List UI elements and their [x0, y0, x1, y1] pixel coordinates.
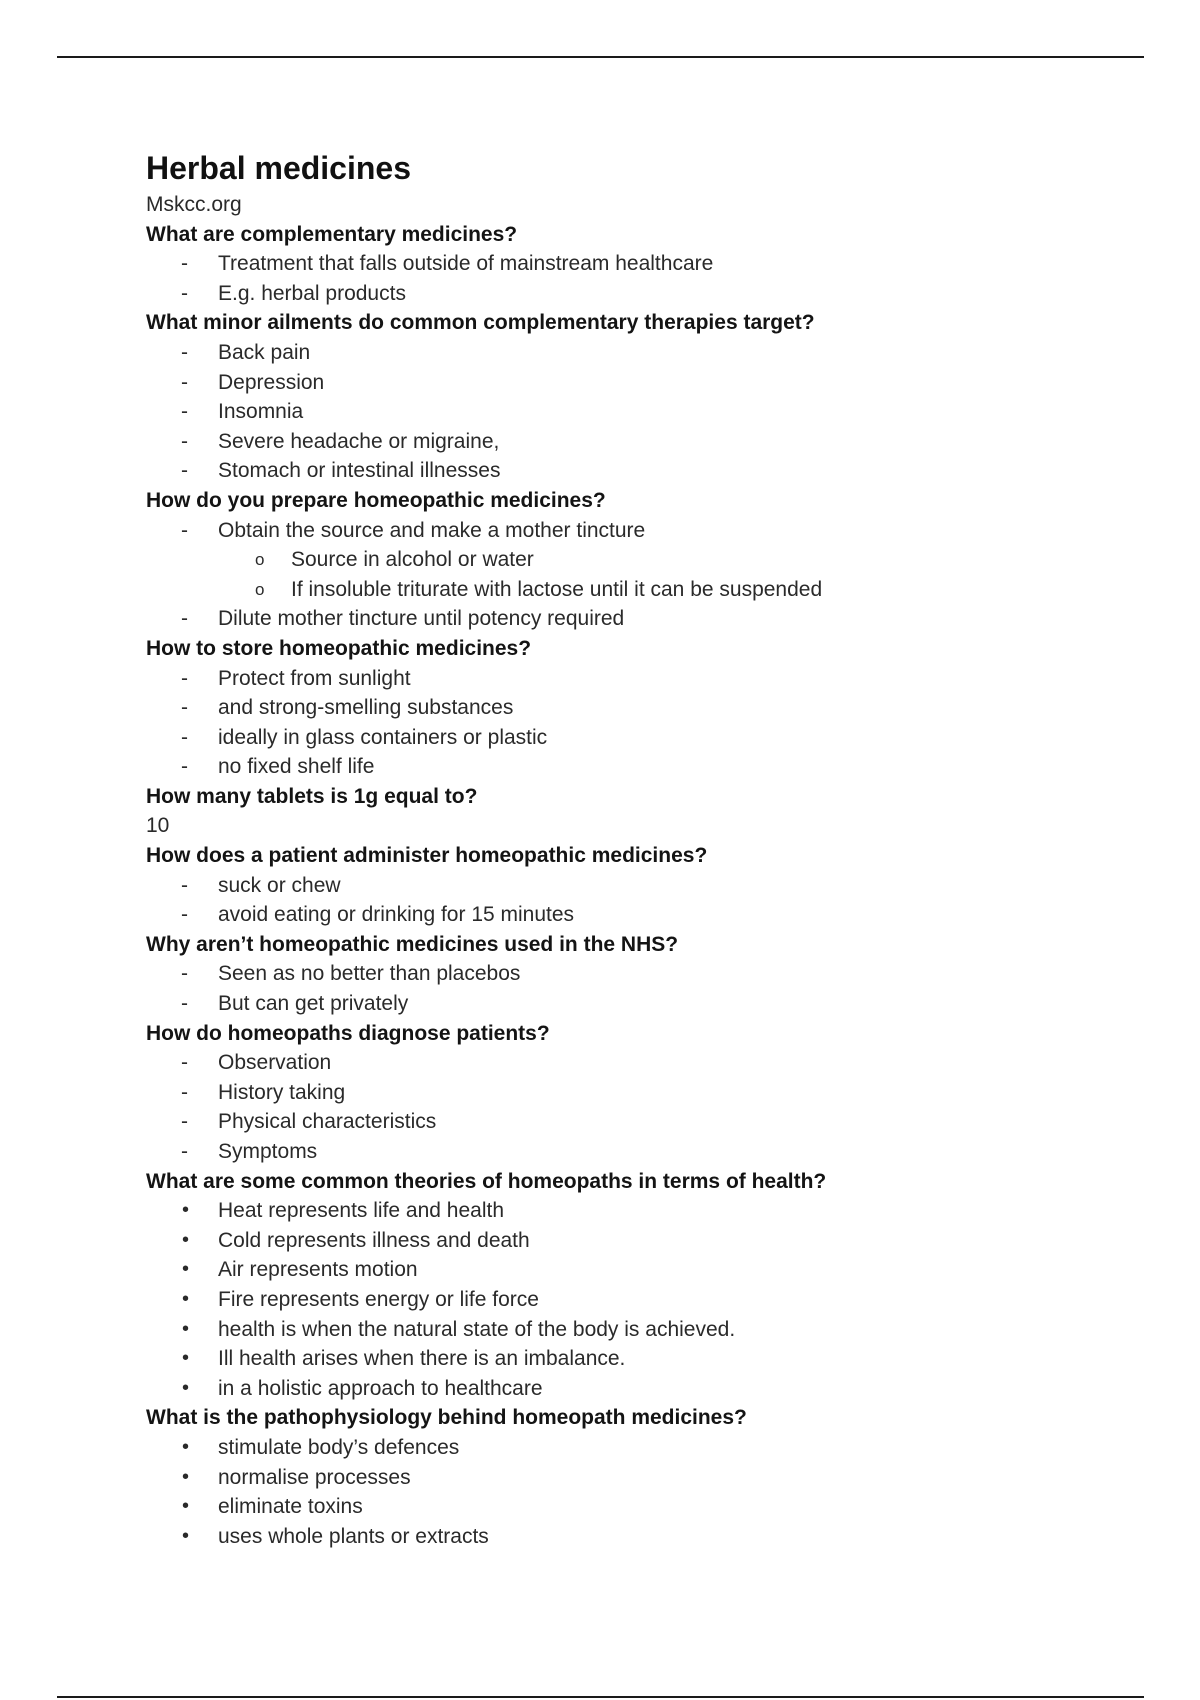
list-item	[146, 1285, 1146, 1315]
list-item-text: uses whole plants or extracts	[218, 1524, 489, 1548]
list-item-text: ideally in glass containers or plastic	[218, 725, 548, 749]
question-heading: What are complementary medicines?	[146, 222, 518, 246]
list-item	[146, 456, 1146, 486]
bullet-marker: •	[182, 1465, 190, 1488]
list-item-text: normalise processes	[218, 1465, 411, 1489]
dash-marker: -	[181, 607, 188, 631]
list-item-text: If insoluble triturate with lactose until it can be suspended	[291, 577, 823, 601]
list-item-text: Cold represents illness and death	[218, 1228, 530, 1252]
list-item-text: Severe headache or migraine,	[218, 429, 500, 453]
list-item-text: E.g. herbal products	[218, 281, 406, 305]
dash-marker: -	[181, 400, 188, 424]
dash-marker: -	[181, 429, 188, 453]
list-item-text: suck or chew	[218, 873, 341, 897]
list-item-text: History taking	[218, 1080, 346, 1104]
bullet-marker: •	[182, 1495, 190, 1518]
list-item	[146, 1107, 1146, 1137]
dash-marker: -	[181, 903, 188, 927]
list-item-text: Obtain the source and make a mother tincture	[218, 518, 646, 542]
list-item	[146, 871, 1146, 901]
list-item	[146, 752, 1146, 782]
document-title: Herbal medicines	[146, 150, 411, 186]
dash-marker: -	[181, 340, 188, 364]
dash-marker: -	[181, 696, 188, 720]
question-heading: How do you prepare homeopathic medicines?	[146, 488, 606, 512]
list-item-text: and strong-smelling substances	[218, 696, 514, 720]
list-item	[146, 368, 1146, 398]
list-item	[146, 989, 1146, 1019]
list-item-text: Treatment that falls outside of mainstream healthcare	[218, 252, 714, 276]
document-body	[146, 147, 1146, 1551]
dash-marker: -	[181, 666, 188, 690]
question-heading: What is the pathophysiology behind homeopath medicines?	[146, 1406, 747, 1430]
list-item	[146, 1226, 1146, 1256]
list-item-text: Depression	[218, 370, 325, 394]
list-item	[146, 1463, 1146, 1493]
list-item	[146, 693, 1146, 723]
question-heading: How does a patient administer homeopathic medicines?	[146, 844, 708, 868]
question-heading: How to store homeopathic medicines?	[146, 636, 532, 660]
list-item-text: But can get privately	[218, 992, 409, 1016]
dash-marker: -	[181, 1080, 188, 1104]
list-item-text: health is when the natural state of the body is achieved.	[218, 1317, 736, 1341]
list-item-text: in a holistic approach to healthcare	[218, 1376, 543, 1400]
dash-marker: -	[181, 518, 188, 542]
list-item	[146, 1196, 1146, 1226]
list-item	[146, 1522, 1146, 1552]
list-item	[146, 427, 1146, 457]
bullet-marker: •	[182, 1258, 190, 1281]
list-item-text: Heat represents life and health	[218, 1199, 505, 1223]
list-item	[146, 1433, 1146, 1463]
dash-marker: -	[181, 252, 188, 276]
list-item	[146, 664, 1146, 694]
question-heading: Why aren’t homeopathic medicines used in the NHS?	[146, 932, 679, 956]
list-item	[146, 604, 1146, 634]
answer-text: 10	[146, 814, 170, 838]
list-item-text: avoid eating or drinking for 15 minutes	[218, 903, 575, 927]
bullet-marker: •	[182, 1228, 190, 1251]
footer-rule	[57, 1696, 1144, 1698]
circle-marker: o	[255, 579, 265, 599]
bullet-marker: •	[182, 1317, 190, 1340]
dash-marker: -	[181, 992, 188, 1016]
list-item-text: Insomnia	[218, 400, 304, 424]
list-item-text: Seen as no better than placebos	[218, 962, 521, 986]
question-heading: What minor ailments do common complementary therapies target?	[146, 311, 815, 335]
list-item-text: stimulate body’s defences	[218, 1435, 460, 1459]
list-item	[146, 900, 1146, 930]
list-item-text: Fire represents energy or life force	[218, 1287, 539, 1311]
bullet-marker: •	[182, 1347, 190, 1370]
list-item-text: eliminate toxins	[218, 1495, 363, 1519]
list-item-text: Back pain	[218, 340, 311, 364]
bullet-marker: •	[182, 1435, 190, 1458]
list-item-text: Dilute mother tincture until potency required	[218, 607, 625, 631]
question-heading: What are some common theories of homeopaths in terms of health?	[146, 1169, 827, 1193]
list-item	[146, 1492, 1146, 1522]
dash-marker: -	[181, 725, 188, 749]
bullet-marker: •	[182, 1524, 190, 1547]
source-text: Mskcc.org	[146, 193, 242, 216]
question-heading: How many tablets is 1g equal to?	[146, 784, 478, 808]
list-item-text: Symptoms	[218, 1140, 318, 1163]
list-item-text: Source in alcohol or water	[291, 548, 534, 572]
list-item	[146, 1048, 1146, 1078]
list-item	[146, 279, 1146, 309]
list-item	[146, 723, 1146, 753]
dash-marker: -	[181, 370, 188, 394]
dash-marker: -	[181, 873, 188, 897]
dash-marker: -	[181, 281, 188, 305]
list-item	[146, 1255, 1146, 1285]
sub-list-item	[146, 575, 1146, 605]
dash-marker: -	[181, 1110, 188, 1134]
sub-list-item	[146, 545, 1146, 575]
qa-sections	[146, 220, 1146, 1552]
list-item	[146, 397, 1146, 427]
header-rule	[57, 56, 1144, 58]
dash-marker: -	[181, 1051, 188, 1075]
list-item-text: Observation	[218, 1051, 332, 1075]
dash-marker: -	[181, 1140, 188, 1163]
list-item-text: Stomach or intestinal illnesses	[218, 459, 501, 483]
list-item	[146, 959, 1146, 989]
bullet-marker: •	[182, 1376, 190, 1399]
list-item-text: Air represents motion	[218, 1258, 418, 1282]
list-item	[146, 1374, 1146, 1404]
bullet-marker: •	[182, 1287, 190, 1310]
list-item-text: Ill health arises when there is an imbalance.	[218, 1347, 626, 1371]
list-item	[146, 516, 1146, 546]
list-item-text: no fixed shelf life	[218, 755, 375, 779]
list-item-text: Protect from sunlight	[218, 666, 411, 690]
list-item	[146, 1315, 1146, 1345]
dash-marker: -	[181, 459, 188, 483]
list-item	[146, 249, 1146, 279]
list-item	[146, 1078, 1146, 1108]
circle-marker: o	[255, 550, 265, 570]
question-heading: How do homeopaths diagnose patients?	[146, 1021, 550, 1045]
list-item	[146, 1137, 1146, 1167]
list-item	[146, 338, 1146, 368]
dash-marker: -	[181, 962, 188, 986]
dash-marker: -	[181, 755, 188, 779]
list-item-text: Physical characteristics	[218, 1110, 437, 1134]
bullet-marker: •	[182, 1199, 190, 1222]
list-item	[146, 1344, 1146, 1374]
